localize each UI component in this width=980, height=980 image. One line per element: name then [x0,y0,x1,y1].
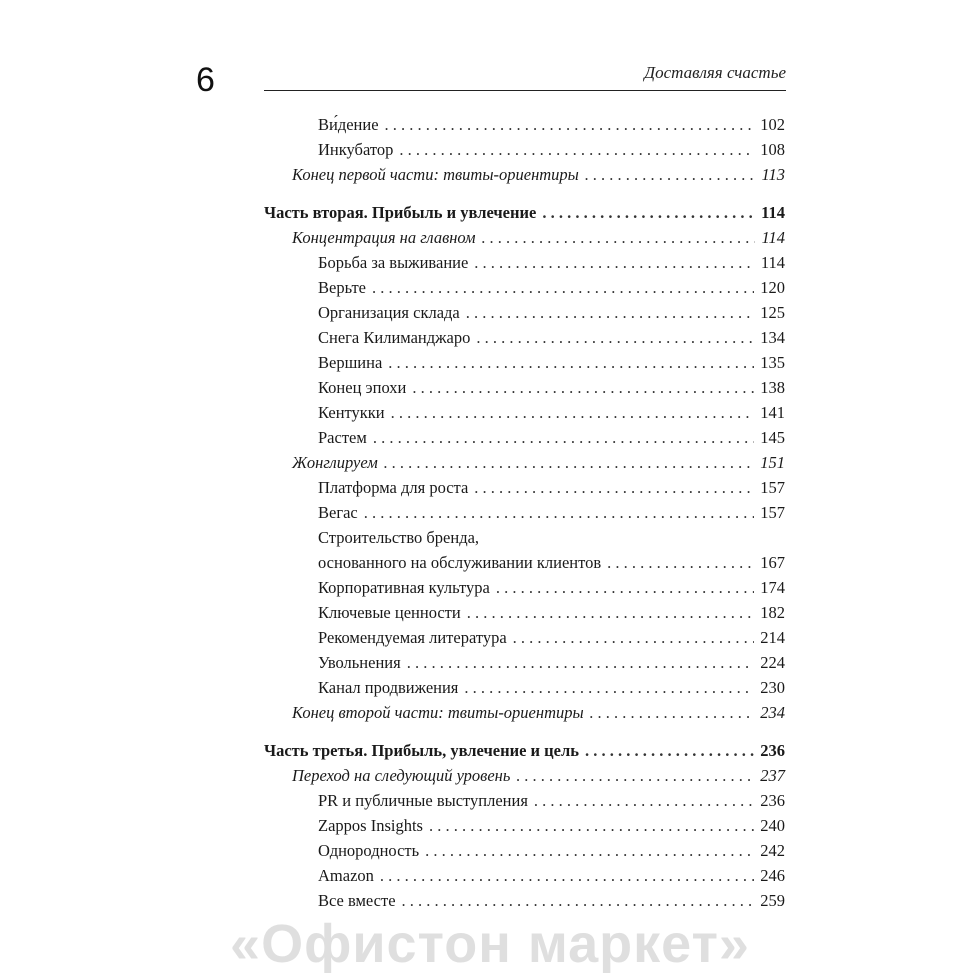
toc-entry-page: 234 [760,703,785,722]
toc-entry [318,550,785,575]
dot-leader [372,275,754,300]
dot-leader [388,350,754,375]
toc-section-entry [292,700,785,725]
dot-leader [534,788,754,813]
toc-entry-title: Платформа для роста [318,478,469,497]
toc-entry-page: 236 [760,791,785,810]
dot-leader [513,625,755,650]
dot-leader [412,375,754,400]
toc-entry [318,575,785,600]
toc-entry-title: Инкубатор [318,140,394,159]
toc-part-entry [264,200,785,225]
toc-entry-title: Растем [318,428,367,447]
dot-leader [585,162,756,187]
running-head: Доставляя счастье [644,63,786,82]
dot-leader [425,838,754,863]
toc-section-entry [292,162,785,187]
toc-entry-page: 102 [760,115,785,134]
toc-entry-page: 242 [760,841,785,860]
toc-entry-title: Все вместе [318,891,396,910]
toc-entry-title: Концентрация на главном [292,228,476,247]
toc-entry [318,112,785,137]
toc-entry-title: Amazon [318,866,374,885]
dot-leader [590,700,755,725]
toc-entry-title: Организация склада [318,303,460,322]
toc-entry-title: Ключевые ценности [318,603,461,622]
dot-leader [429,813,754,838]
toc-entry-title: Конец эпохи [318,378,407,397]
toc-entry [318,863,785,888]
dot-leader [380,863,754,888]
toc-section-entry [292,450,785,475]
toc-entry [318,788,785,813]
toc-entry-title: Жонглируем [292,453,378,472]
toc-entry-page: 157 [760,478,785,497]
dot-leader [384,450,754,475]
dot-leader [467,600,755,625]
toc-entry [318,813,785,838]
dot-leader [402,888,755,913]
toc-entry-page: 108 [760,140,785,159]
page-number: 6 [196,61,215,99]
watermark: «Офистон маркет» [230,914,750,974]
dot-leader [542,200,755,225]
toc-entry-title: Однородность [318,841,420,860]
toc-entry-page: 230 [760,678,785,697]
toc-entry [318,400,785,425]
toc-entry-title: Строительство бренда, [318,528,480,547]
toc-entry-title: Переход на следующий уровень [292,766,511,785]
toc-entry-title: Снега Килиманджаро [318,328,471,347]
toc-entry [318,500,785,525]
toc-entry-page: 151 [760,453,785,472]
toc-entry [318,300,785,325]
dot-leader [373,425,754,450]
dot-leader [385,112,755,137]
toc-entry-page: 114 [760,253,785,272]
toc-entry [318,350,785,375]
dot-leader [474,475,754,500]
toc-entry-page: 145 [760,428,785,447]
toc-entry-title: Часть третья. Прибыль, увлечение и цель [264,741,579,760]
dot-leader [474,250,755,275]
toc-entry-title: Верьте [318,278,367,297]
toc-entry-title: PR и публичные выступления [318,791,528,810]
toc-entry [318,600,785,625]
dot-leader [391,400,755,425]
toc-entry-page: 120 [760,278,785,297]
toc-entry-page: 125 [760,303,785,322]
dot-leader [399,137,754,162]
toc-entry-title: Конец первой части: твиты-ориентиры [292,165,579,184]
toc-entry [318,650,785,675]
toc-entry-page: 240 [760,816,785,835]
toc-part-entry [264,738,785,763]
toc-entry-page: 214 [760,628,785,647]
toc-entry-page: 237 [760,766,785,785]
toc-entry [318,625,785,650]
toc-entry-title: Ви́дение [318,115,379,134]
toc-entry [318,475,785,500]
toc-entry [318,375,785,400]
toc-entry-title: Вегас [318,503,358,522]
toc-entry-title: Zappos Insights [318,816,423,835]
dot-leader [607,550,754,575]
toc-entry [318,137,785,162]
dot-leader [496,575,754,600]
toc-entry-title: Кентукки [318,403,385,422]
dot-leader [407,650,755,675]
toc-entry-page: 135 [760,353,785,372]
toc-entry-page: 224 [760,653,785,672]
toc-entry-title: Часть вторая. Прибыль и увлечение [264,203,537,222]
toc-entry-title: Канал продвижения [318,678,459,697]
toc-entry-title: Борьба за выживание [318,253,469,272]
toc-entry [318,675,785,700]
dot-leader [476,325,754,350]
toc-entry-page: 174 [760,578,785,597]
toc-entry-title: Рекомендуемая литература [318,628,507,647]
toc-entry-page: 157 [760,503,785,522]
toc-entry-title: Конец второй части: твиты-ориентиры [292,703,584,722]
toc-entry-title: Вершина [318,353,383,372]
toc-entry [318,838,785,863]
toc-entry [318,325,785,350]
dot-leader [364,500,755,525]
toc-entry [318,250,785,275]
dot-leader [482,225,756,250]
toc-entry-page: 182 [760,603,785,622]
toc-entry-title: Корпоративная культура [318,578,490,597]
toc-entry [318,275,785,300]
toc-entry-page: 167 [760,553,785,572]
dot-leader [516,763,754,788]
toc-entry [318,425,785,450]
toc-entry-title: Увольнения [318,653,401,672]
toc-entry-page: 259 [760,891,785,910]
toc-entry-page: 138 [760,378,785,397]
toc-section-entry [292,763,785,788]
toc-entry-page: 236 [760,741,785,760]
toc-entry-page: 134 [760,328,785,347]
toc-entry-page: 141 [760,403,785,422]
toc-entry-page: 114 [761,228,785,247]
toc-entry-page: 113 [761,165,785,184]
toc-entry-title: основанного на обслуживании клиентов [318,553,602,572]
toc-entry [318,888,785,913]
dot-leader [585,738,754,763]
dot-leader [466,300,755,325]
toc-entry-page: 246 [760,866,785,885]
dot-leader [464,675,754,700]
toc-section-entry [292,225,785,250]
toc-entry-page: 114 [761,203,785,222]
